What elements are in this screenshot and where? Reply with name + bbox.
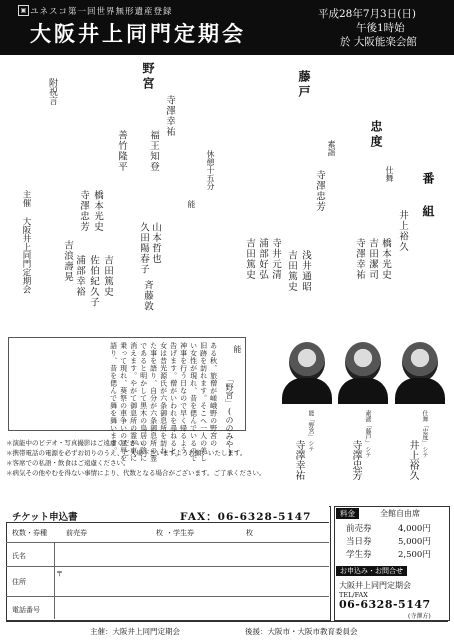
performer-name-1: 井上裕久 [407,440,418,480]
performer-col6: 寺井元清 [270,238,281,280]
aikyogen: 附祝言 [47,78,57,105]
inquiry-tel[interactable]: 06-6328-5147 [339,598,431,611]
performer-yamamoto: 山本哲也 [150,222,161,264]
performer-col5: 吉田篤史 [244,238,255,280]
form-label-phone: 電話番号 [12,606,40,614]
synopsis-label: 能 [233,345,242,353]
program-gumi: 組 [421,205,435,220]
program-ban: 番 [421,172,435,187]
event-date: 平成28年7月3日(日) [318,8,416,20]
performer-col14: 浦部幸裕 [74,255,85,297]
performer-col13: 佐伯紀久子 [88,255,99,308]
form-count-unit-2: 枚 [246,529,253,537]
synopsis-line: 告げます。僧がいわれを尋ねると、 [169,342,178,462]
performer-terasawa-t: 寺澤忠芳 [314,170,325,212]
footer-host: 主催：大阪井上同門定期会 [90,627,180,636]
portrait-terasawa-t [345,342,381,382]
inquiry-tel-note: (寺澤方) [408,613,431,620]
portrait-terasawa-k-body [282,378,332,404]
performer-role-3: 能「野宮」シテ [307,410,314,452]
form-advance: 前売券 [66,529,87,537]
inquiry-tel-label: TEL/FAX [339,591,368,599]
performer-role-1: 仕舞「忠度」シテ [421,410,428,458]
price-item-value: 5,000円 [398,537,431,547]
price-item-name: 前売券 [346,524,372,534]
performer-terasawa-shite: 寺澤幸祐 [164,95,175,137]
price-item-name: 当日券 [346,537,372,547]
nou-label: 能 [187,200,196,208]
form-col-divider [54,542,55,619]
synopsis-line: 消えます。やがて御息所の霊が車に [129,342,138,462]
form-label-name: 氏名 [12,552,26,560]
portrait-inoue [402,342,438,382]
price-label: 料金 [336,508,359,519]
note-line: ＊演能中のビデオ・写真撮影はご遠慮ください。 [6,439,149,447]
synopsis-line: 女は昔光源氏が六条御息所を訪ね [159,342,168,455]
intermission: 休憩十五分 [206,150,215,190]
portrait-terasawa-k [289,342,325,382]
synopsis-line: 旧跡を訪れます。そこへ一人の美し [199,342,208,462]
performer-inoue: 井上裕久 [397,210,408,252]
inquiry-org: 大阪井上同門定期会 [339,581,411,590]
ticket-form-fax: FAX：06-6328-5147 [180,511,312,523]
performer-hisada: 久田陽春子 [138,222,149,275]
performer-col12: 吉田篤史 [102,255,113,297]
performer-name-2: 寺澤忠芳 [350,440,361,480]
synopsis-line: 神事を行う日なので早く帰るよう [179,342,188,455]
unesco-logo-icon: ▣ [18,5,29,16]
price-item-name: 学生券 [346,550,372,560]
performer-saito: 斉藤敦 [142,280,153,312]
footer-sponsor: 後援：大阪市・大阪市教育委員会 [245,627,358,636]
performer-role-2: 素謡「藤戸」シテ [364,410,371,458]
performer-zenchiku: 善竹隆平 [116,130,127,172]
performer-col7: 浦部好弘 [257,238,268,280]
ticket-form-body [6,522,329,619]
synopsis-line: ある秋、旅僧が嵯峨野の野宮の [209,342,218,447]
inquiry-label: お申込み・お問合せ [336,566,407,576]
form-label-tickets: 枚数・券種 [12,529,47,537]
performer-yoshida-k: 吉田潔司 [367,238,378,280]
form-postal: 〒 [56,570,63,578]
organizer-vertical: 主催 大阪井上同門定期会 [21,190,31,294]
performer-col16: 寺澤忠芳 [78,190,89,232]
performer-col15: 橋本光史 [92,190,103,232]
performer-hashimoto: 橋本光史 [380,238,391,280]
performer-name-3: 寺澤幸祐 [293,440,304,480]
notes [6,438,326,478]
piece-kind-sutai: 素謡 [327,140,336,156]
form-row-tickets [6,522,329,542]
footer [6,621,448,640]
event-time: 午後1時始 [356,22,405,34]
price-all-seats: 全館自由席 [380,509,420,518]
synopsis-line: 乗って現れ、葵祭の車争いの屈辱を [119,342,128,462]
performer-yoshida-a: 吉田篤史 [286,250,297,292]
synopsis-line: い女性が現れ、昔を偲んでいるので [189,342,198,462]
synopsis-line: た事を語り、自分が六条御息所の霊 [149,342,158,462]
portrait-inoue-body [395,378,445,404]
performer-fukuou: 福王知登 [148,130,159,172]
note-line: ＊病気その他やむを得ない事情により、代数となる場合がございます。ご了承ください。 [6,469,266,477]
performer-asai: 浅井通昭 [300,250,311,292]
form-student: ・学生券 [166,529,194,537]
piece-title-nonomiya: 野宮 [141,62,155,92]
note-line: ＊携帯電話の電源を必ずお切りのうえ、ご入場下さいますようお願いいたします。 [6,449,247,457]
synopsis-title: 「野宮」(ののみや) [225,375,234,457]
event-venue: 於 大阪能楽会館 [340,36,417,48]
synopsis-line: 語り、昔を偲んで舞を舞います。 [109,342,118,455]
page-title: 大阪井上同門定期会 [30,21,246,46]
price-item-value: 2,500円 [398,550,431,560]
piece-kind-shimai: 仕舞 [385,166,394,182]
ticket-form-title: チケット申込書 [12,512,78,523]
synopsis-line: であると明かして黒木の鳥居の陰に [139,342,148,462]
performer-terasawa-k: 寺澤幸祐 [354,238,365,280]
portrait-terasawa-t-body [338,378,388,404]
price-item-value: 4,000円 [398,524,431,534]
form-label-address: 住所 [12,578,26,586]
unesco-line: ユネスコ第一回世界無形遺産登録 [30,7,173,17]
form-count-unit: 枚 [156,529,163,537]
piece-title-fujito: 藤戸 [297,70,311,100]
note-line: ＊客席での私語・飲食はご遠慮ください。 [6,459,130,467]
performer-col8: 吉浪壽晃 [62,240,73,282]
piece-title-tadanori: 忠度 [369,120,383,150]
